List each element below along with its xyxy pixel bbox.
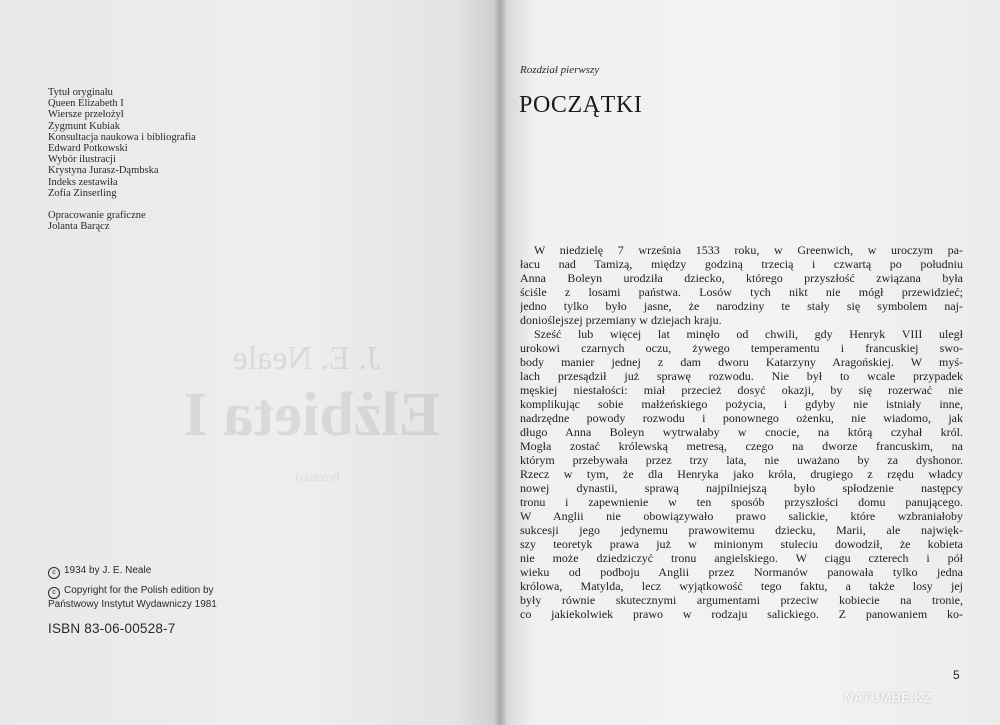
body-line: szy teoretyk prawa już w minionym stuleciu dowodził, że kobieta [520, 537, 963, 551]
isbn: ISBN 83-06-00528-7 [48, 621, 176, 636]
credit-line: Krystyna Jurasz-Dąmbska [48, 165, 159, 177]
credit-line: Edward Potkowski [48, 143, 128, 155]
design-credit-line: Opracowanie graficzne [48, 210, 146, 222]
body-line: ściśle z losami państwa. Losów tych nikt nie mógł przewidzieć; [520, 285, 963, 299]
body-line: Sześć lub więcej lat minęło od chwili, gdy Henryk VIII uległ [534, 327, 963, 341]
body-line: co jakiekolwiek prawo w rodzaju salickiego. Z panowaniem ko- [520, 607, 963, 621]
body-line: wieku od podboju Anglii przez Normanów panowała tylko jedna [520, 565, 963, 579]
body-line: sukcesji jego jedynemu prawowitemu dziecku, Marii, ale najwięk- [520, 523, 963, 537]
body-line: długo Anna Boleyn wytrwałaby w cnocie, na którą czyhał król. [520, 425, 963, 439]
credit-line: Wiersze przełożył [48, 109, 124, 121]
body-line: nadrzędne powody rozwodu i ponownego ożenku, nie wiadomo, jak [520, 411, 963, 425]
credit-line: Queen Elizabeth I [48, 98, 124, 110]
credit-line: Wybór ilustracji [48, 154, 116, 166]
body-line: tronu i zapewnienie w ten sposób przyszłości domu panującego. [520, 495, 963, 509]
chapter-label: Rozdział pierwszy [520, 64, 600, 76]
book-gutter [494, 0, 506, 725]
body-line: łacu nad Tamizą, między godziną trzecią i czwartą po południu [520, 257, 963, 271]
body-line: były równie skutecznymi argumentami przeciw kobiecie na tronie, [520, 593, 963, 607]
body-line: którym przebywała przez trzy lata, nie uważano by za dyshonor. [520, 453, 963, 467]
credit-line: Konsultacja naukowa i bibliografia [48, 131, 196, 143]
body-line: nie może dziedziczyć tronu angielskiego. W ciągu czterech i pół [520, 551, 963, 565]
body-line: jedno tylko było jasne, że narodziny te stały się symbolem naj- [520, 299, 963, 313]
design-credit-line: Jolanta Barącz [48, 221, 110, 233]
body-line: W niedzielę 7 września 1533 roku, w Greenwich, w uroczym pa- [534, 243, 963, 257]
copyright-block [48, 565, 217, 635]
body-line: body manier jednej z dam dworu Katarzyny Aragońskiej. W myś- [520, 355, 963, 369]
body-line: lach przesądził już sprawę rozwodu. Nie był to wcale przypadek [520, 369, 963, 383]
page-number: 5 [953, 668, 960, 682]
body-line: męskiej niestałości: miał przecież dosyć okazji, by się rozerwać nie [520, 383, 963, 397]
body-line: Anna Boleyn urodziła dziecko, którego przyszłość związana była [520, 271, 963, 285]
copyright-icon: c [48, 587, 60, 599]
body-line: urokowi czarnych oczu, żywego temperamentu i francuskiej swo- [520, 341, 963, 355]
body-text [520, 243, 963, 621]
copyright-line-edition: c Copyright for the Polish edition by [48, 585, 217, 599]
watermark-logo: NATUMBE.KZ [844, 690, 932, 705]
chapter-title: POCZĄTKI [519, 92, 643, 118]
copyright-line-publisher: Państwowy Instytut Wydawniczy 1981 [48, 599, 217, 610]
credit-line: Zofia Zinserling [48, 187, 117, 199]
body-line: Mogła zostać królewską metresą, czego na dworze francuskim, na [520, 439, 963, 453]
body-line: W Anglii nie obowiązywało prawo salickie, które wzbraniałoby [520, 509, 963, 523]
credit-line: Indeks zestawiła [48, 176, 118, 188]
credit-line: Tytuł oryginału [48, 87, 113, 98]
body-line: donioślejszej przemiany w dziejach kraju. [520, 313, 722, 327]
body-line: królowa, Matylda, lecz wyjątkowość tego faktu, a także losy jej [520, 579, 963, 593]
copyright-line-author: c 1934 by J. E. Neale [48, 565, 217, 579]
body-line: Rzecz w tym, że dla Henryka jako króla, drugiego z rzędu władcy [520, 467, 963, 481]
copyright-icon: c [48, 567, 60, 579]
body-line: nowej dynastii, sprawą najpilniejszą było spłodzenie następcy [520, 481, 963, 495]
body-line: komplikując sobie małżeńskiego pożycia, i gdyby nie istniały inne, [520, 397, 963, 411]
credits-block [48, 87, 196, 232]
credit-line: Zygmunt Kubiak [48, 120, 121, 132]
